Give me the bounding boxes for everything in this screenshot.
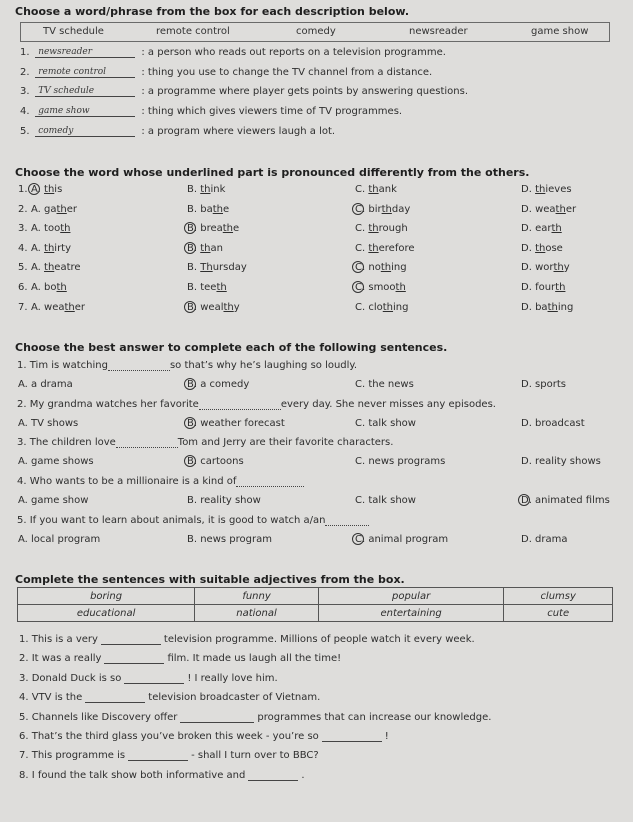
box-word: newsreader (409, 26, 468, 37)
option-d[interactable]: D. fourth (521, 282, 566, 293)
option-letter: B. (187, 262, 198, 274)
answer-blank (199, 399, 281, 410)
option-letter: A. (31, 301, 41, 313)
answer-blank[interactable] (180, 711, 254, 723)
option-b[interactable]: B. breathe (187, 223, 239, 234)
answer-option[interactable]: A. game show (18, 495, 89, 507)
option-a[interactable]: A. thirty (31, 242, 72, 254)
option-letter: D. (521, 203, 532, 215)
option-letter: A. (31, 184, 41, 195)
answer-circle (352, 261, 364, 273)
box-word: comedy (296, 26, 336, 37)
option-c[interactable]: C. clothing (355, 301, 409, 313)
answer-option[interactable]: A. a drama (18, 379, 73, 390)
answer-circle (184, 242, 196, 254)
option-letter: A. (31, 203, 41, 215)
option-a[interactable]: A. tooth (31, 223, 71, 235)
option-letter: D. (521, 223, 532, 235)
answer-option[interactable]: C. news programs (355, 456, 446, 468)
option-letter: C. (355, 184, 366, 195)
question-number: 1. (18, 184, 28, 195)
option-b[interactable]: B. Thursday (187, 262, 247, 274)
option-c[interactable]: C. therefore (355, 242, 415, 254)
section2-heading: Choose the word whose underlined part is pronounced differently from the others. (15, 166, 530, 179)
adjective-cell: national (195, 605, 319, 622)
option-letter: B. (187, 184, 198, 195)
option-letter: A. (31, 262, 41, 274)
question-number: 6. (18, 282, 28, 293)
option-letter: D. (521, 282, 532, 293)
option-letter: D. (521, 242, 532, 254)
answer-option[interactable]: B. cartoons (187, 456, 244, 467)
option-c[interactable]: C. nothing (355, 262, 407, 273)
option-b[interactable]: B. than (187, 243, 223, 254)
option-a[interactable]: A. gather (31, 203, 78, 215)
option-letter: C. (355, 242, 366, 254)
option-d[interactable]: D. bathing (521, 301, 574, 313)
answer-blank: remote control (35, 66, 135, 78)
box-word: TV schedule (43, 26, 104, 37)
fill-sentence: 7. This programme is - shall I turn over to BBC? (19, 750, 319, 762)
question-text: 2. My grandma watches her favorite every day. She never misses any episodes. (17, 398, 496, 410)
fill-sentence: 1. This is a very television programme. Millions of people watch it every week. (19, 634, 475, 645)
answer-circle (184, 301, 196, 313)
answer-option[interactable]: D. broadcast (521, 417, 585, 429)
option-letter: B. (187, 302, 197, 313)
answer-option[interactable]: B. news program (187, 533, 272, 545)
adjective-box (17, 587, 613, 622)
option-d[interactable]: D. thieves (521, 184, 572, 195)
answer-blank: newsreader (35, 46, 135, 58)
option-letter: A. (31, 223, 41, 235)
answer-circle (184, 222, 196, 234)
option-a[interactable]: A. both (31, 282, 67, 293)
answer-option[interactable]: C. talk show (355, 495, 416, 507)
question-text: 3. The children love Tom and Jerry are their favorite characters. (17, 437, 394, 449)
option-b[interactable]: B. bathe (187, 203, 230, 215)
answer-blank (116, 437, 178, 448)
answer-blank[interactable] (124, 672, 184, 684)
option-d[interactable]: D. weather (521, 203, 577, 215)
question-text: 4. Who wants to be a millionaire is a kind of (17, 476, 304, 487)
option-letter: B. (187, 203, 198, 215)
fill-sentence: 2. It was a really film. It made us laugh all the time! (19, 653, 342, 665)
answer-blank[interactable] (128, 749, 188, 761)
adjective-cell: educational (18, 605, 195, 622)
option-b[interactable]: B. wealthy (187, 302, 240, 313)
option-letter: B. (187, 243, 197, 254)
answer-option[interactable]: D. drama (521, 533, 568, 545)
fill-sentence: 8. I found the talk show both informative and . (19, 769, 305, 781)
answer-blank: game show (35, 105, 135, 117)
option-letter: C. (355, 204, 365, 215)
answer-circle (352, 281, 364, 293)
answer-option[interactable]: B. reality show (187, 495, 261, 507)
option-a[interactable]: A. this (31, 184, 62, 195)
answer-circle (518, 494, 530, 506)
adjective-cell: cute (504, 605, 613, 622)
option-c[interactable]: C. thank (355, 184, 397, 195)
option-d[interactable]: D. worthy (521, 262, 570, 274)
answer-blank (325, 515, 369, 526)
option-b[interactable]: B. think (187, 184, 226, 195)
adjective-cell: popular (318, 588, 504, 605)
answer-circle (184, 378, 196, 390)
answer-blank[interactable] (85, 691, 145, 703)
answer-circle (352, 533, 364, 545)
answer-option[interactable]: B. a comedy (187, 379, 249, 390)
answer-option[interactable]: B. weather forecast (187, 418, 285, 429)
answer-blank[interactable] (101, 633, 161, 645)
answer-option[interactable]: C. the news (355, 379, 414, 390)
description-item: 5. comedy : a program where viewers laugh a lot. (20, 126, 336, 137)
box-word: game show (531, 26, 589, 37)
adjective-cell: boring (18, 588, 195, 605)
answer-circle (184, 417, 196, 429)
option-c[interactable]: C. birthday (355, 204, 410, 215)
question-number: 5. (18, 262, 28, 274)
question-number: 7. (18, 301, 28, 313)
description-item: 2. remote control : thing you use to change the TV channel from a distance. (20, 67, 433, 78)
answer-blank[interactable] (104, 652, 164, 664)
question-number: 3. (18, 223, 28, 235)
answer-option[interactable]: A. TV shows (18, 417, 79, 429)
answer-circle (352, 203, 364, 215)
fill-sentence: 4. VTV is the television broadcaster of Vietnam. (19, 692, 321, 704)
question-text: 1. Tim is watching so that’s why he’s laughing so loudly. (17, 360, 358, 371)
answer-option[interactable]: A. game shows (18, 456, 94, 468)
answer-option[interactable]: A. local program (18, 533, 101, 545)
question-number: 4. (18, 242, 28, 254)
question-text: 5. If you want to learn about animals, it is good to watch a/an (17, 515, 369, 526)
option-d[interactable]: D. those (521, 242, 563, 254)
word-box (20, 22, 610, 42)
description-item: 1. newsreader : a person who reads out reports on a television programme. (20, 47, 446, 58)
box-word: remote control (156, 26, 230, 37)
option-letter: C. (355, 282, 365, 293)
answer-option[interactable]: D. animated films (521, 495, 610, 506)
answer-option[interactable]: D. sports (521, 379, 566, 390)
option-letter: D. (521, 301, 532, 313)
answer-blank[interactable] (248, 769, 298, 781)
adjective-cell: funny (195, 588, 319, 605)
answer-blank[interactable] (322, 730, 382, 742)
answer-circle (28, 183, 40, 195)
option-c[interactable]: C. through (355, 223, 408, 235)
answer-option[interactable]: C. animal program (355, 534, 448, 545)
answer-blank (108, 360, 170, 371)
answer-blank: TV schedule (35, 85, 135, 97)
section3-heading: Choose the best answer to complete each of the following sentences. (15, 341, 448, 354)
option-letter: D. (521, 184, 532, 195)
option-letter: D. (521, 262, 532, 274)
option-letter: A. (31, 282, 41, 293)
option-a[interactable]: A. theatre (31, 262, 81, 274)
option-letter: C. (355, 223, 366, 235)
option-letter: C. (355, 301, 366, 313)
option-d[interactable]: D. earth (521, 223, 562, 235)
option-letter: B. (187, 282, 198, 293)
description-item: 3. TV schedule : a programme where player gets points by answering questions. (20, 86, 468, 97)
fill-sentence: 3. Donald Duck is so ! I really love him. (19, 672, 278, 684)
option-c[interactable]: C. smooth (355, 282, 406, 293)
section4-heading: Complete the sentences with suitable adjectives from the box. (15, 573, 405, 586)
section1-heading: Choose a word/phrase from the box for each description below. (15, 5, 410, 18)
option-letter: C. (355, 262, 365, 273)
fill-sentence: 6. That’s the third glass you’ve broken this week - you’re so ! (19, 731, 389, 742)
answer-blank (236, 476, 304, 487)
description-item: 4. game show : thing which gives viewers time of TV programmes. (20, 106, 403, 117)
fill-sentence: 5. Channels like Discovery offer programmes that can increase our knowledge. (19, 711, 492, 723)
answer-blank: comedy (35, 125, 135, 137)
adjective-cell: entertaining (318, 605, 504, 622)
adjective-cell: clumsy (504, 588, 613, 605)
question-number: 2. (18, 203, 28, 215)
answer-option[interactable]: D. reality shows (521, 456, 601, 468)
option-letter: B. (187, 223, 197, 234)
answer-option[interactable]: C. talk show (355, 417, 416, 429)
option-letter: A. (31, 242, 41, 254)
option-a[interactable]: A. weather (31, 301, 86, 313)
option-b[interactable]: B. teeth (187, 282, 227, 293)
